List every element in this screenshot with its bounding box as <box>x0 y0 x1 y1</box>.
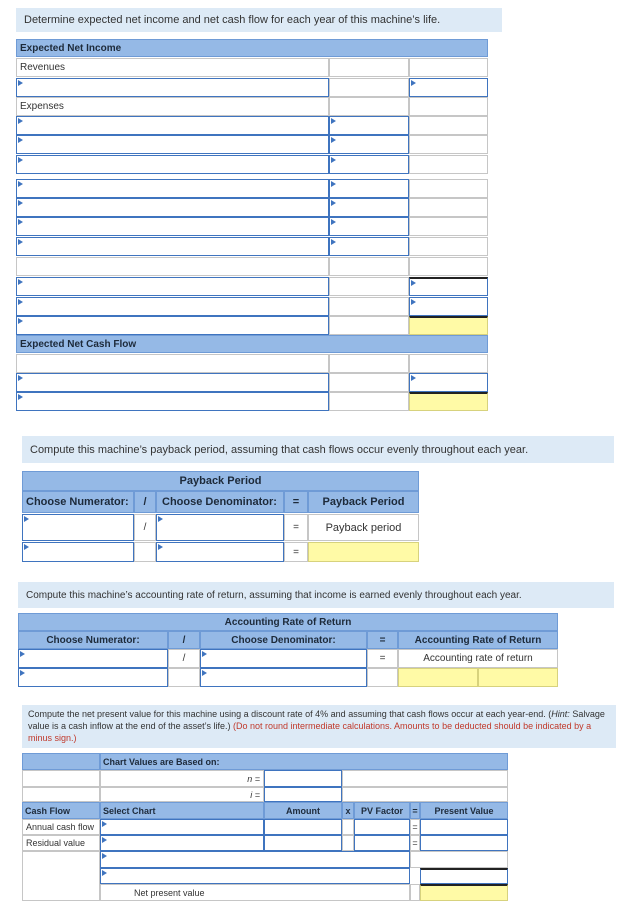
equals-sign: = <box>293 546 299 558</box>
dropdown-arrow-icon <box>18 279 23 285</box>
expense-item-select[interactable] <box>16 198 329 217</box>
dropdown-arrow-icon <box>411 299 416 305</box>
chart-values-label: Chart Values are Based on: <box>103 756 220 767</box>
payback-period-result[interactable] <box>308 542 419 562</box>
payback-numerator-select[interactable] <box>22 514 134 541</box>
equals-sign <box>284 514 308 541</box>
dropdown-arrow-icon <box>18 219 23 225</box>
dropdown-arrow-icon <box>331 219 336 225</box>
expected-net-income-header <box>16 39 488 57</box>
dropdown-arrow-icon <box>331 118 336 124</box>
residual-value-chart-select[interactable] <box>100 835 264 851</box>
payback-title <box>22 471 419 491</box>
arr-numerator-input[interactable] <box>18 668 168 687</box>
blank-cell <box>367 668 398 687</box>
divide-sign: / <box>182 634 186 646</box>
pv-factor-header-text: PV Factor <box>360 805 403 816</box>
expense-amount-input[interactable] <box>329 135 409 154</box>
expense-amount-input[interactable] <box>329 179 409 198</box>
net-income-input[interactable] <box>409 316 488 335</box>
n-label-text: n = <box>247 773 260 784</box>
blank-cell <box>329 354 409 373</box>
header-label: Expected Net Income <box>20 42 122 54</box>
blank-cell <box>342 787 508 802</box>
instruction-text: Compute this machine’s accounting rate of return, assuming that income is earned evenly throughout each year. <box>26 589 522 601</box>
dropdown-arrow-icon <box>158 544 163 550</box>
npv-label-text: Net present value <box>134 887 205 898</box>
expense-amount-input[interactable] <box>329 237 409 256</box>
dropdown-arrow-icon <box>331 200 336 206</box>
equals-sign: = <box>292 496 300 508</box>
result-label: Payback period <box>325 521 402 534</box>
arr-denominator-select[interactable] <box>200 649 367 668</box>
dropdown-arrow-icon <box>20 670 25 676</box>
arr-result-header <box>398 631 558 649</box>
expense-item-select[interactable] <box>16 179 329 198</box>
dropdown-arrow-icon <box>158 516 163 522</box>
instruction-text: Compute the net present value for this machine using a discount rate of 4% and assuming that cash flows occur at each year-end. ( <box>28 709 552 719</box>
blank-cell <box>409 135 488 154</box>
equals-sign: = <box>293 522 299 533</box>
cash-flow-item-input[interactable] <box>409 373 488 392</box>
dropdown-arrow-icon <box>18 200 23 206</box>
revenues-text: Revenues <box>20 62 66 73</box>
payback-result-label <box>308 514 419 541</box>
residual-value-label <box>22 835 100 851</box>
divide-sign: / <box>182 653 186 664</box>
numerator-label: Choose Numerator: <box>46 634 140 646</box>
chart-values-header <box>100 753 508 770</box>
dropdown-arrow-icon <box>411 280 416 286</box>
dropdown-arrow-icon <box>18 239 23 245</box>
net-cash-flow-select[interactable] <box>16 392 329 411</box>
instruction-text: Compute this machine’s payback period, assuming that cash flows occur evenly throughout each year. <box>30 443 529 456</box>
revenue-item-select[interactable] <box>16 78 329 97</box>
dropdown-arrow-icon <box>18 157 23 163</box>
expense-item-select[interactable] <box>16 237 329 256</box>
n-input[interactable] <box>264 770 342 787</box>
residual-value-present-value[interactable] <box>420 835 508 851</box>
header-label: Expected Net Cash Flow <box>20 338 137 350</box>
title-text: Payback Period <box>179 475 262 487</box>
revenues-spacer-cell <box>329 58 409 77</box>
payback-denominator-input[interactable] <box>156 542 284 562</box>
blank-cell <box>342 770 508 787</box>
arr-numerator-header <box>18 631 168 649</box>
npv-result[interactable] <box>420 884 508 901</box>
divide-sign: / <box>143 496 147 508</box>
instruction-npv <box>22 705 616 748</box>
blank-cell <box>329 97 409 116</box>
hint-label: Hint: <box>551 709 570 719</box>
select-chart-header <box>100 802 264 819</box>
expense-item-select[interactable] <box>16 116 329 135</box>
expense-amount-input[interactable] <box>329 155 409 174</box>
pv-factor-header <box>354 802 410 819</box>
blank-cell <box>410 884 420 901</box>
equals-sign: = <box>412 838 418 848</box>
dropdown-arrow-icon <box>102 870 107 876</box>
divide-sign <box>168 649 200 668</box>
arr-result-input[interactable] <box>398 668 478 687</box>
dropdown-arrow-icon <box>202 670 207 676</box>
select-chart-header-text: Select Chart <box>103 805 156 816</box>
equals-sign: = <box>412 822 418 832</box>
blank-cell <box>22 851 100 901</box>
blank-cell <box>168 668 200 687</box>
denominator-label: Choose Denominator: <box>162 496 277 508</box>
extra-row-select-2[interactable] <box>100 868 410 884</box>
title-text: Accounting Rate of Return <box>224 616 352 628</box>
equals-sign <box>410 835 420 851</box>
arr-denominator-header <box>200 631 367 649</box>
npv-header-blank <box>22 753 100 770</box>
annual-cash-flow-label <box>22 819 100 835</box>
blank-cell <box>410 851 508 868</box>
arr-result-percent-input[interactable] <box>478 668 558 687</box>
blank-cell <box>134 542 156 562</box>
cash-flow-item-select[interactable] <box>16 373 329 392</box>
result-header: Accounting Rate of Return <box>414 634 542 646</box>
blank-cell <box>329 297 409 316</box>
blank-cell <box>329 257 409 276</box>
blank-cell <box>22 787 100 802</box>
blank-cell <box>409 198 488 217</box>
blank-cell <box>409 217 488 236</box>
blank-cell <box>409 155 488 174</box>
payback-equals-header <box>284 491 308 513</box>
blank-cell <box>409 116 488 135</box>
revenues-spacer-cell <box>409 58 488 77</box>
divide-sign <box>134 514 156 541</box>
expected-net-cash-flow-header <box>16 335 488 353</box>
blank-cell <box>409 354 488 373</box>
hint-text: Salvage value is a cash inflow at the end of the asset’s life.) <box>28 709 605 731</box>
payback-denominator-select[interactable] <box>156 514 284 541</box>
residual-value-pv-factor[interactable] <box>354 835 410 851</box>
dropdown-arrow-icon <box>411 375 416 381</box>
dropdown-arrow-icon <box>18 394 23 400</box>
income-before-tax-select[interactable] <box>16 297 329 316</box>
payback-numerator-input[interactable] <box>22 542 134 562</box>
payback-result-header <box>308 491 419 513</box>
arr-equals-header <box>367 631 398 649</box>
expense-amount-input[interactable] <box>329 198 409 217</box>
blank-cell <box>329 316 409 335</box>
extra-row-select[interactable] <box>100 851 410 868</box>
denominator-label: Choose Denominator: <box>231 634 336 646</box>
dropdown-arrow-icon <box>18 299 23 305</box>
dropdown-arrow-icon <box>18 80 23 86</box>
expenses-text: Expenses <box>20 101 64 112</box>
cash-flow-header <box>22 802 100 819</box>
dropdown-arrow-icon <box>331 239 336 245</box>
instruction-payback <box>22 436 614 463</box>
arr-title <box>18 613 558 631</box>
i-label-text: i = <box>250 789 260 800</box>
net-cash-flow-input[interactable] <box>409 392 488 411</box>
blank-cell <box>409 237 488 256</box>
equals-header <box>410 802 420 819</box>
total-expenses-select[interactable] <box>16 277 329 296</box>
dropdown-arrow-icon <box>102 821 107 827</box>
blank-cell <box>329 373 409 392</box>
row-label: Annual cash flow <box>26 822 95 832</box>
blank-cell <box>329 392 409 411</box>
blank-cell <box>329 78 409 97</box>
blank-cell <box>342 835 354 851</box>
expense-item-select[interactable] <box>16 155 329 174</box>
dropdown-arrow-icon <box>18 118 23 124</box>
npv-label <box>100 884 410 901</box>
expenses-label <box>16 97 329 116</box>
equals-sign: = <box>379 634 386 646</box>
revenues-label <box>16 58 329 77</box>
arr-numerator-select[interactable] <box>18 649 168 668</box>
row-label: Residual value <box>26 838 86 848</box>
dropdown-arrow-icon <box>18 375 23 381</box>
residual-value-amount[interactable] <box>264 835 342 851</box>
i-input[interactable] <box>264 787 342 802</box>
result-label: Accounting rate of return <box>423 653 533 664</box>
i-label <box>100 787 264 802</box>
expense-item-select[interactable] <box>16 135 329 154</box>
annual-cash-flow-chart-select[interactable] <box>100 819 264 835</box>
blank-cell <box>409 257 488 276</box>
dropdown-arrow-icon <box>102 853 107 859</box>
dropdown-arrow-icon <box>331 137 336 143</box>
revenue-amount-input[interactable] <box>409 78 488 97</box>
dropdown-arrow-icon <box>102 837 107 843</box>
numerator-label: Choose Numerator: <box>26 496 129 508</box>
instruction-text: Determine expected net income and net cash flow for each year of this machine’s life. <box>24 14 441 26</box>
payback-denominator-header <box>156 491 284 513</box>
dropdown-arrow-icon <box>18 137 23 143</box>
expense-amount-input[interactable] <box>329 116 409 135</box>
arr-denominator-input[interactable] <box>200 668 367 687</box>
dropdown-arrow-icon <box>24 516 29 522</box>
equals-sign: = <box>379 653 386 664</box>
equals-sign <box>284 542 308 562</box>
times-sign: x <box>345 805 351 816</box>
present-value-header <box>420 802 508 819</box>
dropdown-arrow-icon <box>18 181 23 187</box>
blank-cell <box>342 819 354 835</box>
payback-numerator-header <box>22 491 134 513</box>
instruction-net-income <box>16 8 502 32</box>
expense-item-select[interactable] <box>16 217 329 236</box>
present-value-header-text: Present Value <box>434 805 494 816</box>
n-label <box>100 770 264 787</box>
arr-result-label <box>398 649 558 668</box>
annual-cash-flow-pv-factor[interactable] <box>354 819 410 835</box>
blank-cell <box>409 97 488 116</box>
times-header <box>342 802 354 819</box>
equals-sign: = <box>412 805 418 816</box>
annual-cash-flow-amount[interactable] <box>264 819 342 835</box>
arr-divide-header <box>168 631 200 649</box>
divide-sign: / <box>143 522 147 533</box>
amount-header <box>264 802 342 819</box>
total-expenses-input[interactable] <box>409 277 488 296</box>
cash-flow-header-text: Cash Flow <box>25 805 71 816</box>
blank-cell <box>409 179 488 198</box>
instruction-arr <box>18 582 614 608</box>
dropdown-arrow-icon <box>18 318 23 324</box>
amount-header-text: Amount <box>286 805 320 816</box>
income-before-tax-input[interactable] <box>409 297 488 316</box>
dropdown-arrow-icon <box>24 544 29 550</box>
dropdown-arrow-icon <box>411 80 416 86</box>
extra-row-value[interactable] <box>420 868 508 884</box>
expense-amount-input[interactable] <box>329 217 409 236</box>
equals-sign <box>410 819 420 835</box>
net-income-select[interactable] <box>16 316 329 335</box>
dropdown-arrow-icon <box>202 651 207 657</box>
blank-cell <box>16 354 329 373</box>
dropdown-arrow-icon <box>331 157 336 163</box>
dropdown-arrow-icon <box>331 181 336 187</box>
payback-divide-header <box>134 491 156 513</box>
equals-sign <box>367 649 398 668</box>
blank-cell <box>22 770 100 787</box>
annual-cash-flow-present-value[interactable] <box>420 819 508 835</box>
instruction-note: (Do not round intermediate calculations. Amounts to be deducted should be indicated by a minus sign.) <box>28 721 592 743</box>
result-header: Payback Period <box>322 496 405 508</box>
blank-cell <box>16 257 329 276</box>
dropdown-arrow-icon <box>20 651 25 657</box>
blank-cell <box>329 277 409 296</box>
